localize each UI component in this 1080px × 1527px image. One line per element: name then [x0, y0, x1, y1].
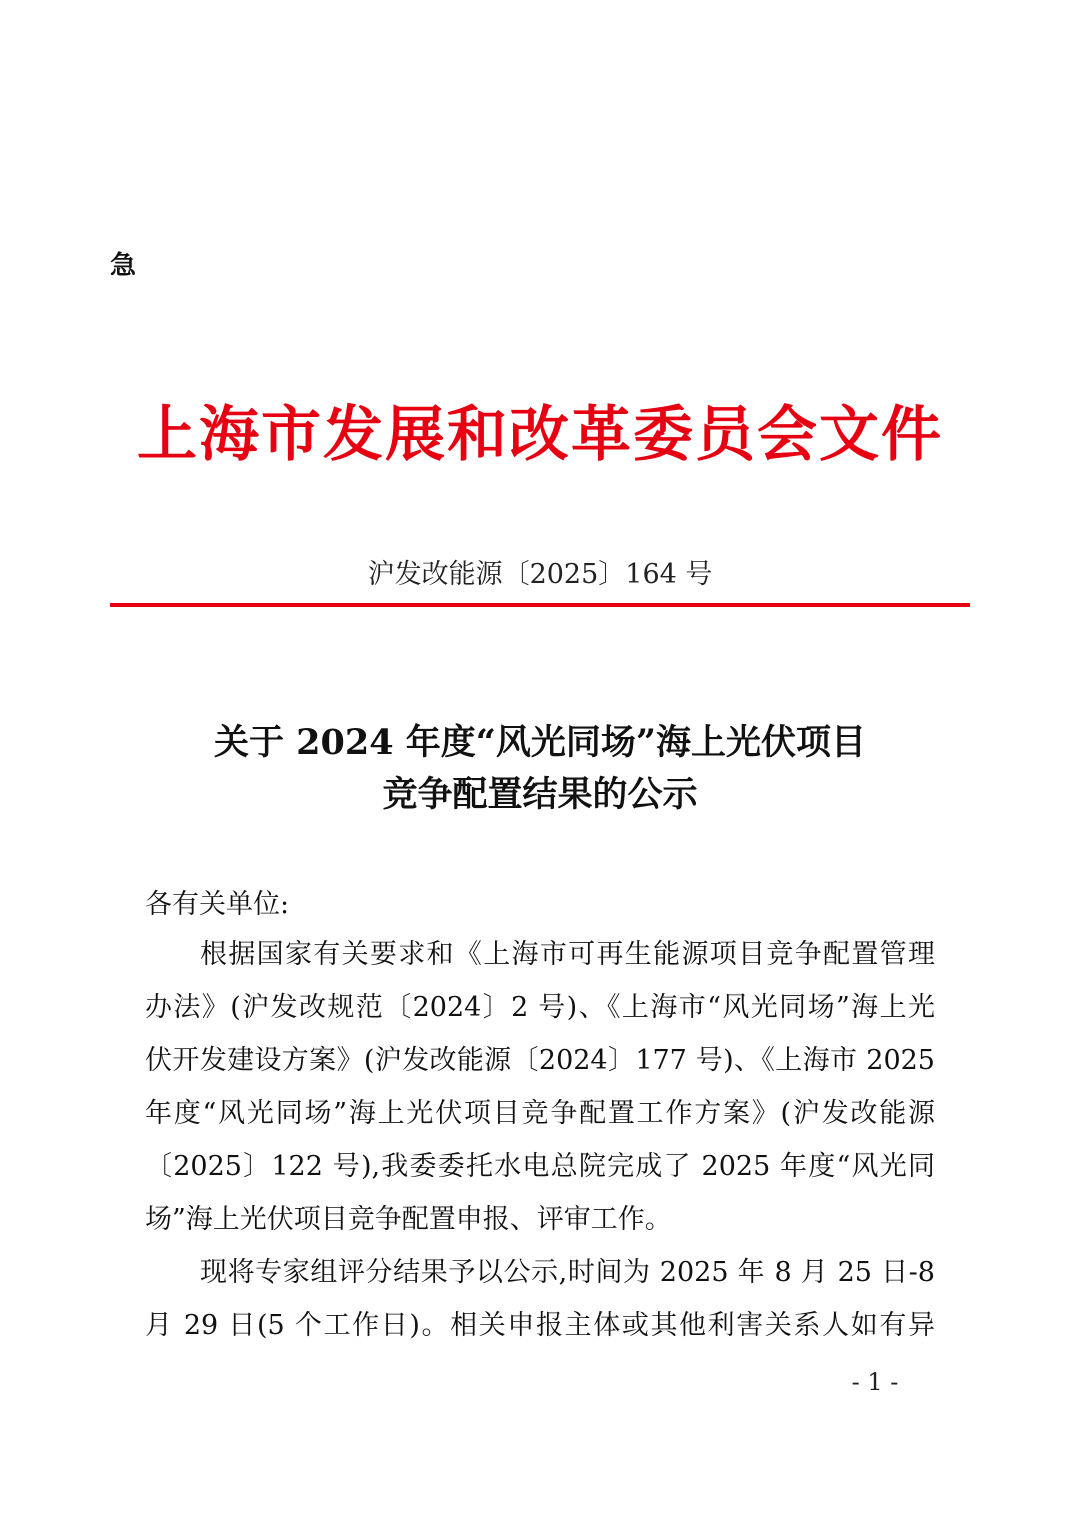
- paragraph-1-line-3: 伏开发建设方案》(沪发改能源〔2024〕177 号)、《上海市 2025: [145, 1045, 935, 1076]
- document-number: 沪发改能源〔2025〕164 号: [367, 559, 713, 590]
- paragraph-1-line-2: 办法》(沪发改规范〔2024〕2 号)、《上海市“风光同场”海上光: [145, 992, 935, 1023]
- paragraph-1-line-5: 〔2025〕122 号),我委委托水电总院完成了 2025 年度“风光同: [145, 1151, 935, 1182]
- paragraph-1-line-4: 年度“风光同场”海上光伏项目竞争配置工作方案》(沪发改能源: [145, 1098, 935, 1129]
- paragraph-1-line-6: 场”海上光伏项目竞争配置申报、评审工作。: [145, 1204, 672, 1235]
- paragraph-2-line-2: 月 29 日(5 个工作日)。相关申报主体或其他利害关系人如有异: [145, 1310, 935, 1341]
- paragraph-1-line-1: 根据国家有关要求和《上海市可再生能源项目竞争配置管理: [200, 939, 935, 970]
- urgency-mark: 急: [110, 251, 137, 281]
- red-divider-line: [110, 603, 970, 607]
- paragraph-2-line-1: 现将专家组评分结果予以公示,时间为 2025 年 8 月 25 日-8: [200, 1257, 935, 1288]
- salutation: 各有关单位:: [145, 889, 290, 920]
- document-title-line-1: 关于 2024 年度“风光同场”海上光伏项目: [213, 722, 867, 763]
- issuer-header: 上海市发展和改革委员会文件: [137, 400, 943, 470]
- page-number: - 1 -: [851, 1368, 899, 1396]
- document-title-line-2: 竞争配置结果的公示: [382, 774, 698, 815]
